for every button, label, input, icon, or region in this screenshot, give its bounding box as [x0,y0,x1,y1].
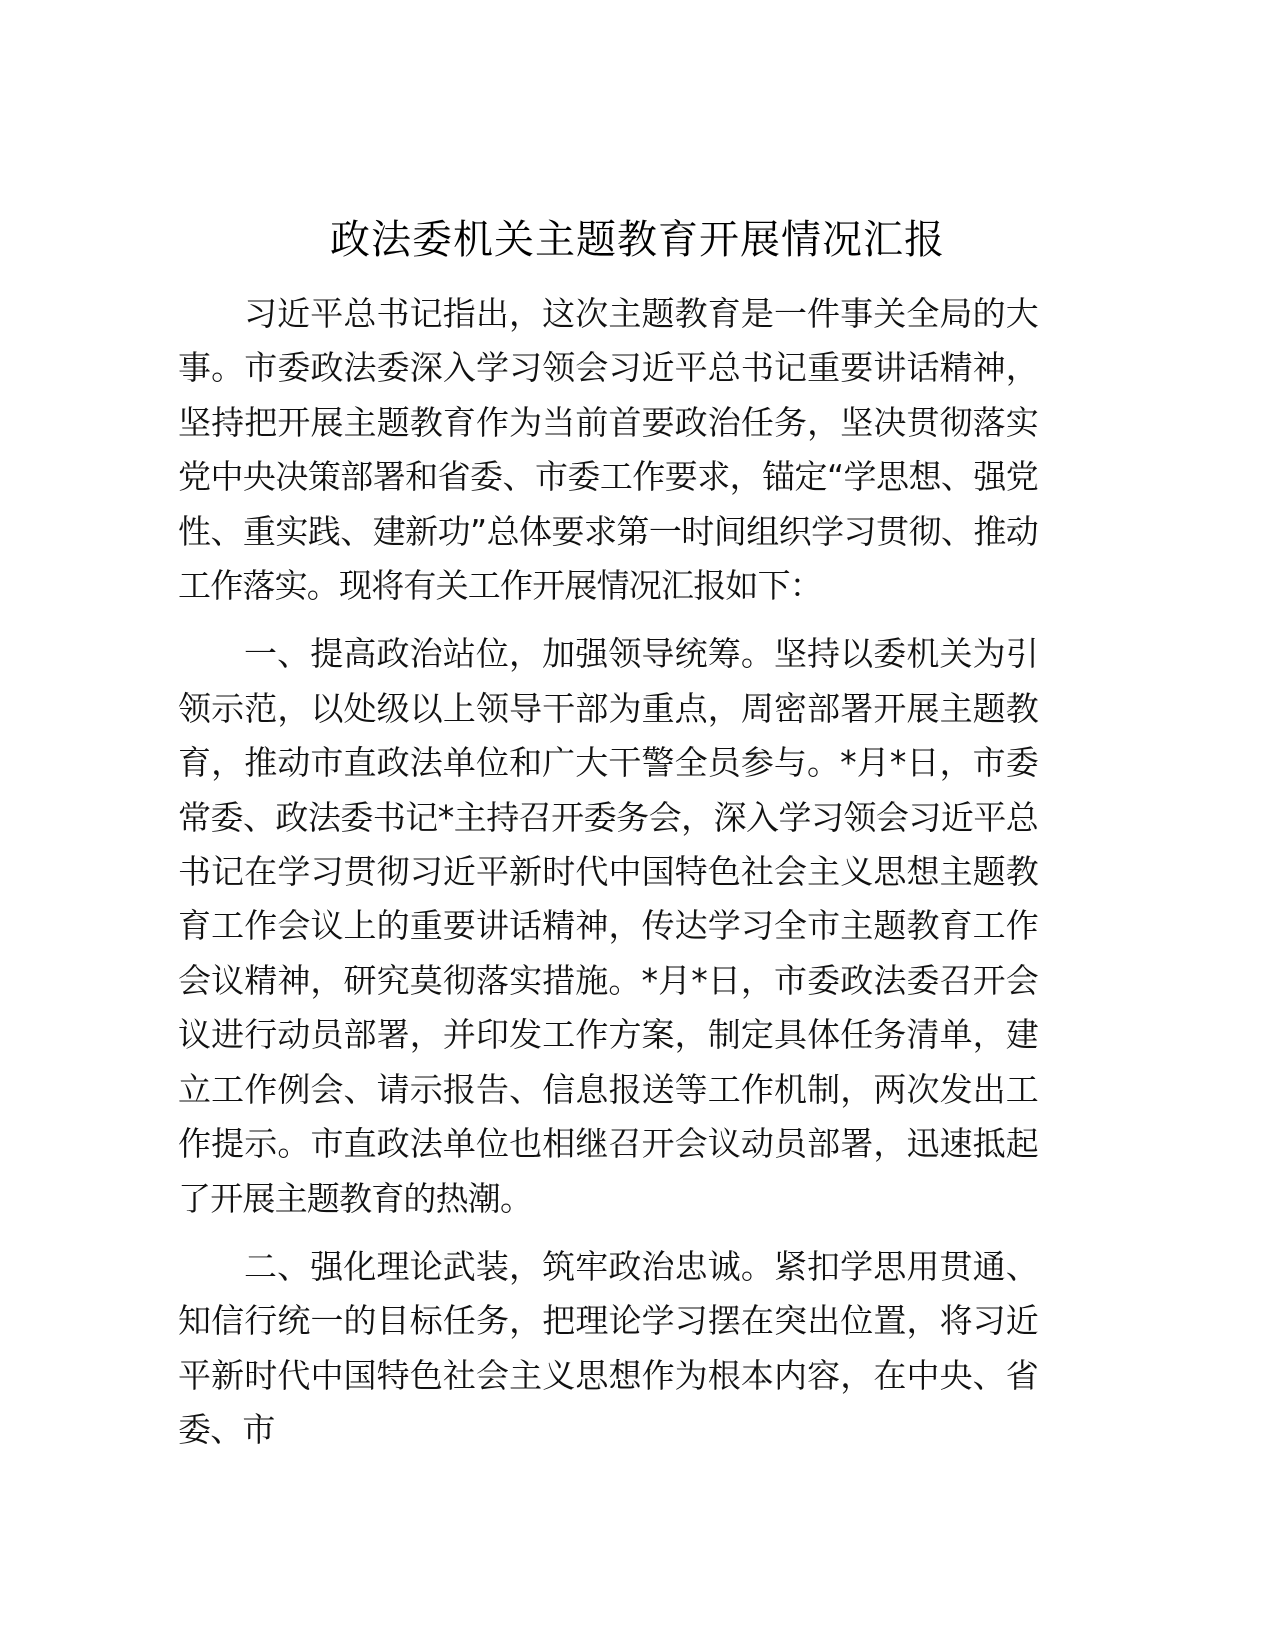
paragraph-section-2: 二、强化理论武装，筑牢政治忠诚。紧扣学思用贯通、知信行统一的目标任务，把理论学习摆在突出位置，将习近平新时代中国特色社会主义思想作为根本内容，在中央、省委、市 [178,1246,1038,1450]
paragraph-section-1: 一、提高政治站位，加强领导统筹。坚持以委机关为引领示范，以处级以上领导干部为重点，周密部署开展主题教育，推动市直政法单位和广大干警全员参与。*月*日，市委常委、政法委书记*主持召开委务会，深入学习领会习近平总书记在学习贯彻习近平新时代中国特色社会主义思想主题教育工作会议上的重要讲话精神，传达学习全市主题教育工作会议精神，研究莫彻落实措施。*月*日，市委政法委召开会议进行动员部署，并印发工作方案，制定具体任务清单，建立工作例会、请示报告、信息报送等工作机制，两次发出工作提示。市直政法单位也相继召开会议动员部署，迅速抵起了开展主题教育的热潮。 [178,634,1038,1218]
document-title: 政法委机关主题教育开展情况汇报 [330,217,945,263]
paragraph-intro: 习近平总书记指出，这次主题教育是一件事关全局的大事。市委政法委深入学习领会习近平总书记重要讲话精神，坚持把开展主题教育作为当前首要政治任务，坚决贯彻落实党中央决策部署和省委、市委工作要求，锚定“学思想、强党性、重实践、建新功”总体要求第一时间组织学习贯彻、推动工作落实。现将有关工作开展情况汇报如下： [178,294,1038,606]
document-body [178,287,1038,1458]
